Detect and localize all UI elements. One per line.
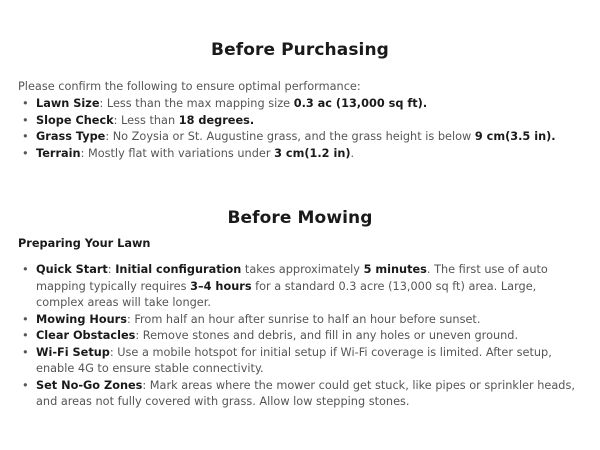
item-text: : Less than [113,113,179,127]
list-item-clear-obstacles [22,328,582,345]
before-purchasing-list [22,96,592,162]
list-item-quick-start [22,262,582,312]
item-text-after: . [350,146,355,160]
list-item-slope-check [22,113,592,130]
item-text: takes approximately [241,263,364,276]
item-text: : Use a mobile hotspot for initial setup if Wi-Fi coverage is limited. After setup, enable 4G to ensure stable connectivity. [36,345,552,375]
item-text: : From half an hour after sunrise to half an hour before sunset. [126,312,481,326]
bullet-icon: • [22,345,29,359]
before-mowing-list [22,262,582,411]
item-text: . The first use of auto mapping typically requires [36,263,548,293]
item-term: Set No-Go Zones [36,378,143,392]
list-item-wifi-setup [22,345,582,378]
before-purchasing-intro: Please confirm the following to ensure optimal performance: [18,80,361,93]
before-purchasing-title: Before Purchasing [211,40,389,60]
bullet-icon: • [22,97,29,110]
item-emphasis: 18 degrees. [178,113,255,127]
item-emphasis: Initial configuration [115,263,242,276]
item-emphasis: 3 cm(1.2 in) [274,146,351,160]
item-emphasis: 3–4 hours [190,279,252,293]
bullet-icon: • [22,312,29,326]
bullet-icon: • [22,113,29,127]
item-text: : No Zoysia or St. Augustine grass, and the grass height is below [105,130,475,143]
item-text: : Remove stones and debris, and fill in any holes or uneven ground. [135,329,519,342]
item-text: : Less than the max mapping size [99,97,294,110]
item-emphasis: 5 minutes [363,263,427,276]
bullet-icon: • [22,263,29,276]
list-item-mowing-hours [22,312,582,329]
preparing-lawn-subheading: Preparing Your Lawn [18,237,151,250]
item-term: Lawn Size [36,97,100,110]
item-term: Clear Obstacles [36,329,136,342]
item-text: : Mostly flat with variations under [80,146,275,160]
before-mowing-title: Before Mowing [227,208,373,228]
bullet-icon: • [22,130,29,143]
bullet-icon: • [22,329,29,342]
list-item-grass-type [22,129,592,146]
list-item-lawn-size [22,96,592,113]
item-term: Slope Check [36,113,114,127]
item-text: : [107,263,116,276]
item-text: for a standard 0.3 acre (13,000 sq ft) area. Large, complex areas will take longer. [36,279,537,309]
list-item-no-go-zones [22,378,582,411]
list-item-terrain [22,146,592,163]
item-emphasis: 9 cm(3.5 in). [474,130,556,143]
item-emphasis: 0.3 ac (13,000 sq ft). [293,97,428,110]
item-term: Terrain [36,146,81,160]
bullet-icon: • [22,146,29,160]
item-term: Wi-Fi Setup [36,345,110,359]
bullet-icon: • [22,378,29,392]
item-term: Quick Start [36,263,108,276]
item-term: Grass Type [36,130,106,143]
item-term: Mowing Hours [36,312,127,326]
item-text: : Mark areas where the mower could get stuck, like pipes or sprinkler heads, and areas not fully covered with grass. Allow low stepping stones. [36,378,575,408]
